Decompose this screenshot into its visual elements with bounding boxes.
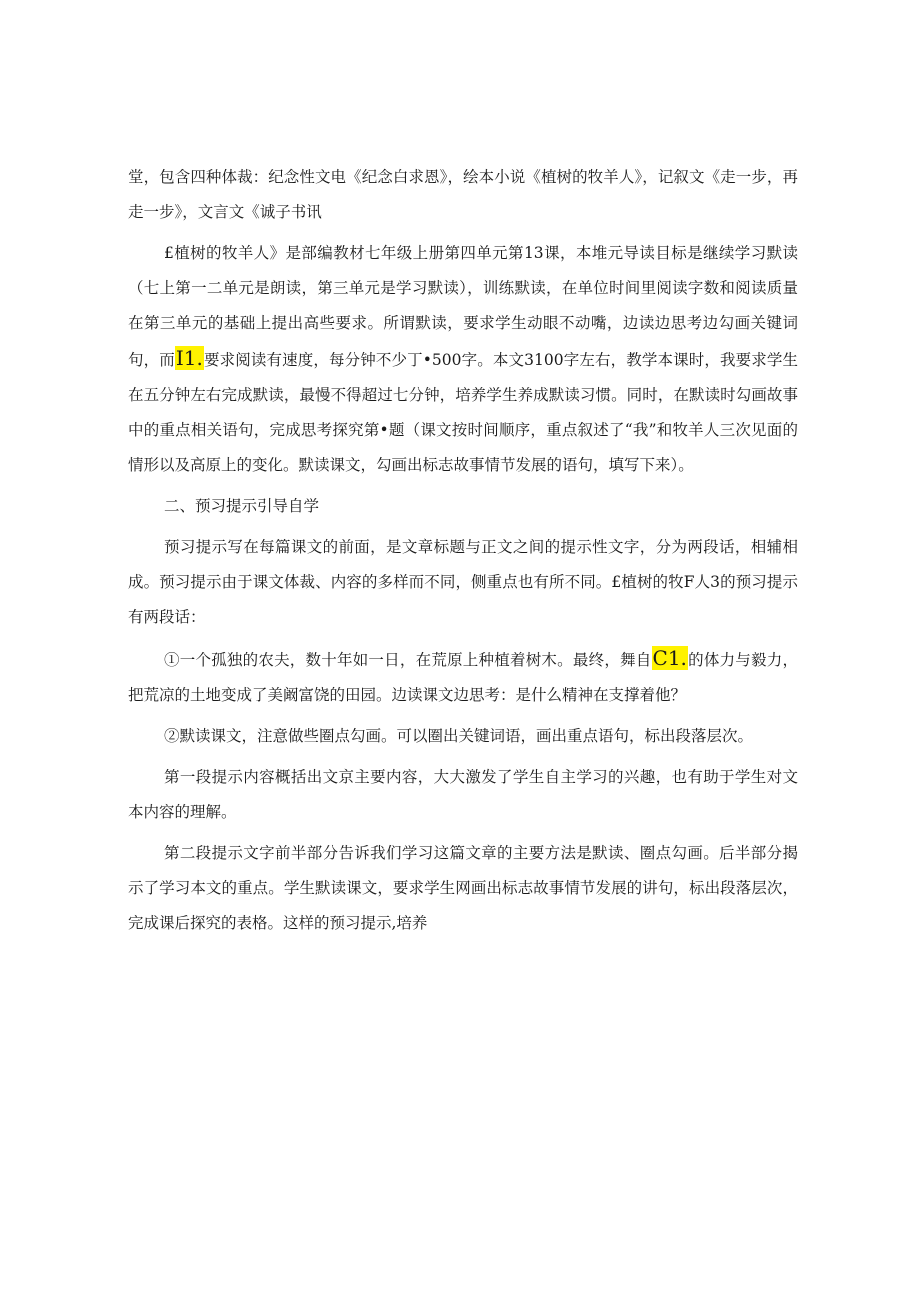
- paragraph-2-text-b: 要求阅读有速度，每分钟不少丁•500字。本文3100字左右，教学本课时，我要求学生在五分钟左右完成默读，最慢不得超过七分钟，培养学生养成默读习惯。同时，在默读时勾画故事中的重点相关语句，完成思考探究第•题（课文按时间顺序，重点叙述了“我”和牧羊人三次见面的情形以及高原上的变化。默读课文，勾画出标志故事情节发展的语句，填写下来）。: [128, 351, 798, 474]
- section-heading: 二、预习提示引导自学: [164, 497, 320, 515]
- paragraph-4-text-b: 的体力与毅力，把荒凉的土地变成了美阚富饶的田园。边读课文边思考：是什么精神在支撑着他？: [128, 651, 798, 704]
- paragraph-4-text-a: ①一个孤独的农夫，数十年如一日，在荒原上种植着树木。最终，舞自: [164, 651, 652, 669]
- paragraph-3: 预习提示写在每篇课文的前面，是文章标题与正文之间的提示性文字，分为两段话，相辅相成。预习提示由于课文体裁、内容的多样而不同，侧重点也有所不同。£植树的牧F人3的预习提示有两段话：: [128, 538, 798, 626]
- document-page: [128, 160, 798, 947]
- paragraph-1: 堂，包含四种体裁：纪念性文电《纪念白求恩》，绘本小说《植树的牧羊人》，记叙文《走一步，再走一步》，文言文《诚子书讯: [128, 168, 798, 221]
- paragraph-6: 第一段提示内容概括出文京主要内容，大大激发了学生自主学习的兴趣，也有助于学生对文本内容的理解。: [128, 768, 798, 821]
- paragraph-7: 第二段提示文字前半部分告诉我们学习这篇文章的主要方法是默读、圈点勾画。后半部分揭示了学习本文的重点。学生默读课文，要求学生网画出标志故事情节发展的讲句，标出段落层次，完成课后探究的表格。这样的预习提示,培养: [128, 844, 798, 932]
- highlight-mark-2: C1.: [652, 646, 687, 670]
- paragraph-2-text-a: £植树的牧羊人》是部编教材七年级上册第四单元第13课，本堆元导读目标是继续学习默读（七上第一二单元是朗读，第三单元是学习默读），训练默读，在单位时间里阅读字数和阅读质量在第三单元的基础上提出高些要求。所谓默读，要求学生动眼不动嘴，边读边思考边勾画关键词句，而: [128, 244, 798, 369]
- highlight-mark-1: I1.: [175, 346, 203, 370]
- paragraph-4: [128, 641, 798, 713]
- paragraph-5: ②默读课文，注意做些圈点勾画。可以圈出关键词语，画出重点语句，标出段落层次。: [164, 727, 754, 745]
- paragraph-2: [128, 236, 798, 483]
